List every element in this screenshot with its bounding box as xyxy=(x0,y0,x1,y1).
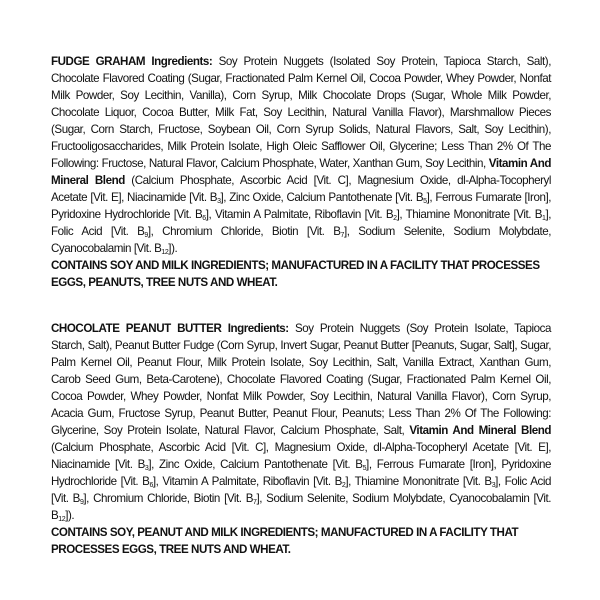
ingredient-text: ], Vitamin A Palmitate, Riboflavin [Vit. B xyxy=(152,475,342,488)
subscript: 7 xyxy=(253,499,257,506)
subscript: 3 xyxy=(491,482,496,489)
vitamin-blend-label: Vitamin And Mineral Blend xyxy=(409,424,551,437)
ingredient-text: ], Folic Acid [Vit. B xyxy=(51,475,551,505)
ingredient-text: ], Folic Acid [Vit. B xyxy=(51,208,551,238)
ingredient-text: ]). xyxy=(168,242,178,255)
allergen-warning: CONTAINS SOY AND MILK INGREDIENTS; MANUFACTURED IN A FACILITY THAT PROCESSES EGGS, PEANUTS, TREE NUTS AND WHEAT. xyxy=(51,259,540,289)
ingredient-text: ], Ferrous Fumarate [Iron], Pyridoxine Hydrochloride [Vit. B xyxy=(51,191,552,221)
ingredient-text: Soy Protein Nuggets (Soy Protein Isolate, Tapioca Starch, Salt), Peanut Butter Fudge (Corn Syrup, Invert Sugar, Peanut Butter [Peanuts, Sugar, Salt], Sugar, Palm Kernel Oil, Peanut Flour, Milk Protein Isolate, Soy Lecithin, Salt, Vanilla Extract, Xanthan Gum, Carob Seed Gum, Beta-Carotene), Chocolate Flavored Coating (Sugar, Fractionated Palm Kernel Oil, Cocoa Powder, Whey Powder, Nonfat Milk Powder, Soy Lecithin, Natural Vanilla Flavor), Corn Syrup, Acacia Gum, Fructose Syrup, Peanut Butter, Peanut Flour, Peanuts; Less Than 2% Of The Following: Glycerine, Soy Protein Isolate, Natural Flavor, Calcium Phosphate, Salt, xyxy=(51,322,551,437)
subscript: 2 xyxy=(393,215,397,222)
ingredient-text: Soy Protein Nuggets (Isolated Soy Protein, Tapioca Starch, Salt), Chocolate Flavored Coating (Sugar, Fractionated Palm Kernel Oil, Cocoa Powder, Whey Powder, Nonfat Milk Powder, Soy Lecithin, Vanilla), Corn Syrup, Milk Chocolate Drops (Sugar, Whole Milk Powder, Chocolate Liquor, Cocoa Butter, Milk Fat, Soy Lecithin, Natural Vanilla Flavor), Marshmallow Pieces (Sugar, Corn Starch, Fructose, Soybean Oil, Corn Syrup Solids, Natural Flavors, Salt, Soy Lecithin), Fructooligosaccharides, Milk Protein Isolate, High Oleic Safflower Oil, Glycerine; Less Than 2% Of The Following: Fructose, Natural Flavor, Calcium Phosphate, Water, Xanthan Gum, Soy Lecithin, xyxy=(51,55,551,170)
fudge-graham-ingredients xyxy=(51,53,551,291)
subscript: 7 xyxy=(340,232,344,239)
subscript: 5 xyxy=(362,465,367,472)
ingredient-text: (Calcium Phosphate, Ascorbic Acid [Vit. C], Magnesium Oxide, dl-Alpha-Tocopheryl Acetate [Vit. E], Niacinamide [Vit. B xyxy=(51,441,551,471)
subscript: 12 xyxy=(161,249,169,256)
ingredient-text: ], Chromium Chloride, Biotin [Vit. B xyxy=(147,225,341,238)
ingredient-text: ], Vitamin A Palmitate, Riboflavin [Vit. B xyxy=(205,208,394,221)
vitamin-blend-label: Vitamin And Mineral Blend xyxy=(51,157,551,187)
ingredient-text: (Calcium Phosphate, Ascorbic Acid [Vit. C], Magnesium Oxide, dl-Alpha-Tocopheryl Acetate [Vit. E], Niacinamide [Vit. B xyxy=(51,174,552,204)
subscript: 9 xyxy=(79,499,84,506)
ingredient-text: ], Ferrous Fumarate [Iron], Pyridoxine Hydrochloride [Vit. B xyxy=(51,458,551,488)
subscript: 5 xyxy=(423,198,427,205)
ingredient-text: ], Sodium Selenite, Sodium Molybdate, Cyanocobalamin [Vit. B xyxy=(51,492,551,522)
subscript: 12 xyxy=(58,516,66,523)
allergen-warning: CONTAINS SOY, PEANUT AND MILK INGREDIENTS; MANUFACTURED IN A FACILITY THAT PROCESSES EGGS, TREE NUTS AND WHEAT. xyxy=(51,526,519,556)
ingredient-text: ], Thiamine Mononitrate [Vit. B xyxy=(396,208,542,221)
ingredient-text: ], Chromium Chloride, Biotin [Vit. B xyxy=(83,492,254,505)
ingredient-text: ], Sodium Selenite, Sodium Molybdate, Cyanocobalamin [Vit. B xyxy=(51,225,551,255)
subscript: 6 xyxy=(202,215,206,222)
subscript: 9 xyxy=(144,232,148,239)
chocolate-peanut-butter-ingredients xyxy=(51,320,551,558)
subscript: 2 xyxy=(341,482,346,489)
ingredient-text: ], Thiamine Mononitrate [Vit. B xyxy=(345,475,492,488)
ingredient-text: ], Zinc Oxide, Calcium Pantothenate [Vit. B xyxy=(220,191,424,204)
subscript: 3 xyxy=(217,198,221,205)
fudge-graham-title: FUDGE GRAHAM Ingredients: xyxy=(51,55,213,68)
ingredient-text: ]). xyxy=(65,509,75,522)
ingredient-text: ], Zinc Oxide, Calcium Pantothenate [Vit. B xyxy=(148,458,363,471)
subscript: 6 xyxy=(149,482,153,489)
subscript: 3 xyxy=(144,465,149,472)
subscript: 1 xyxy=(542,215,546,222)
chocolate-peanut-butter-title: CHOCOLATE PEANUT BUTTER Ingredients: xyxy=(51,322,289,335)
